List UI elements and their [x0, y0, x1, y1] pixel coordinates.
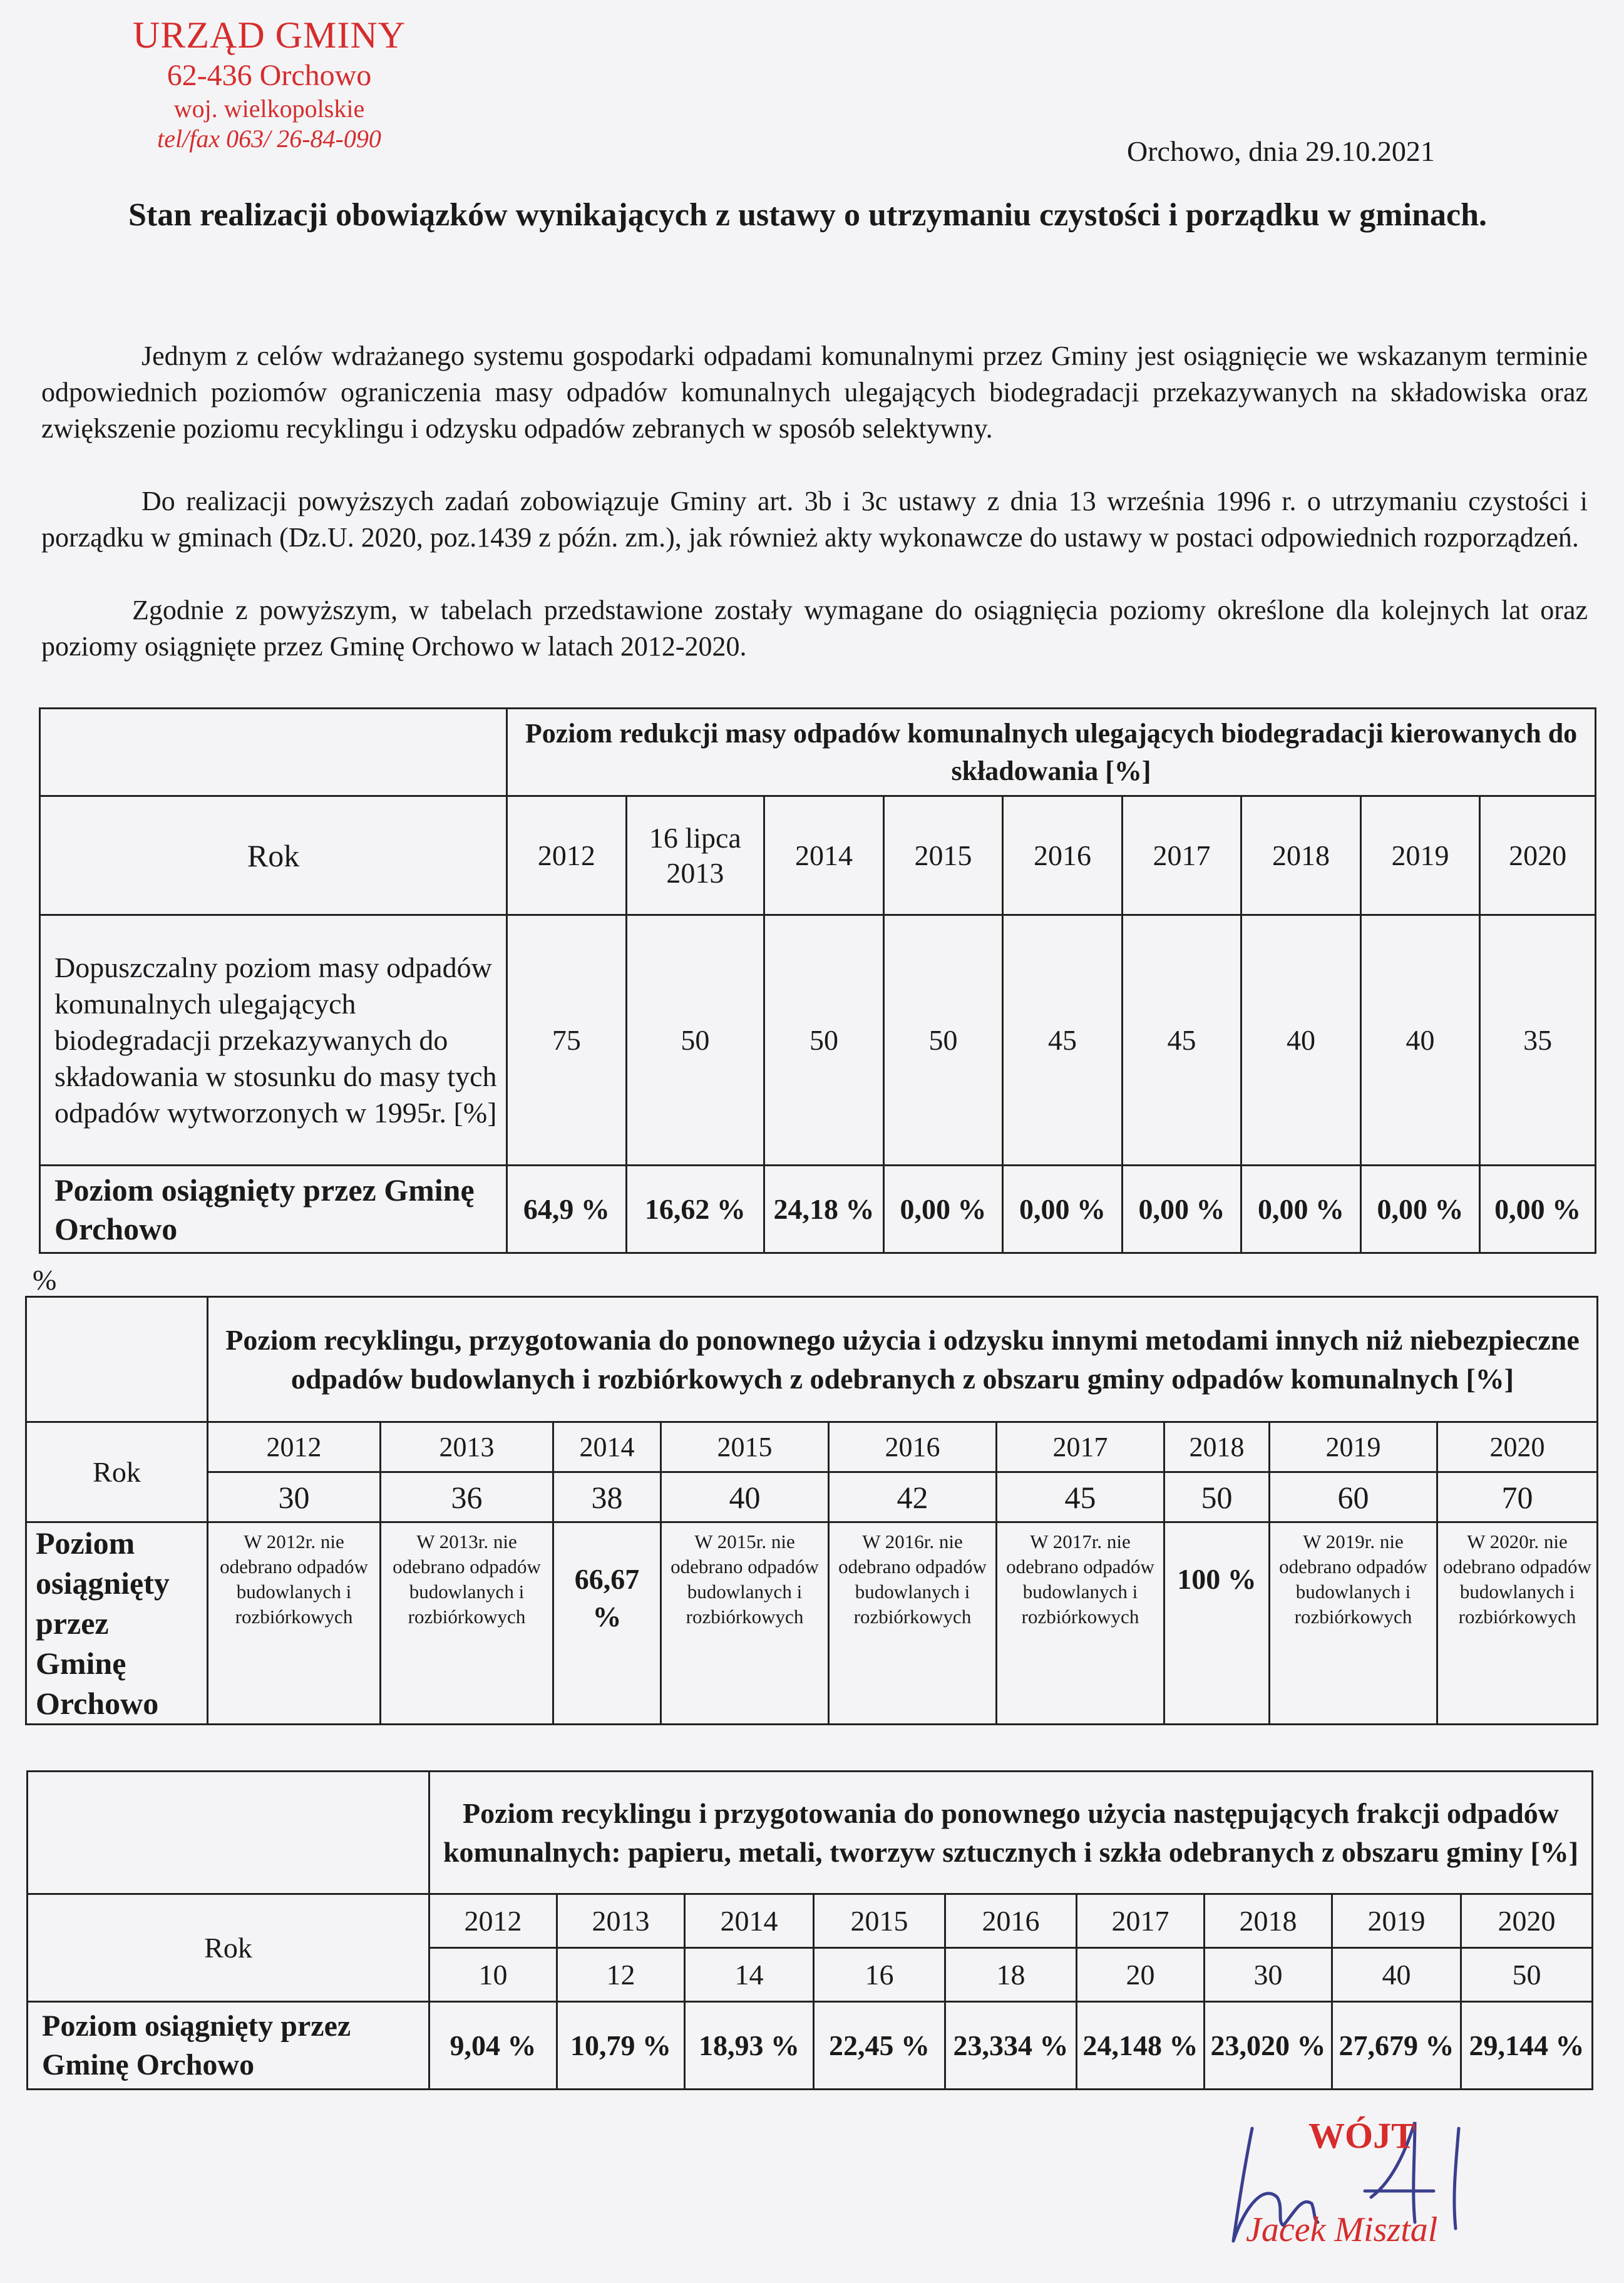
table2-achieved-note: W 2015r. nie odebrano odpadów budowlanych i rozbiórkowych — [661, 1522, 829, 1725]
table1-allowed-value: 75 — [507, 915, 627, 1166]
table3-required-value: 14 — [685, 1948, 814, 2002]
table3-year-cell: 2016 — [945, 1894, 1077, 1948]
table2-required-value: 70 — [1437, 1472, 1598, 1522]
table1-year-cell: 2014 — [764, 796, 884, 915]
table2-required-value: 42 — [829, 1472, 997, 1522]
table1-achieved-value: 0,00 % — [1003, 1166, 1123, 1253]
table1-allowed-label: Dopuszczalny poziom masy odpadów komunalnych ulegających biodegradacji przekazywanych do składowania w stosunku do masy tych odpadów wytworzonych w 1995r. [%] — [40, 915, 507, 1166]
table1-achieved-value: 16,62 % — [626, 1166, 764, 1253]
document-title: Stan realizacji obowiązków wynikających z ustawy o utrzymaniu czystości i porządku w gminach. — [128, 197, 1487, 233]
table2-year-cell: 2015 — [661, 1422, 829, 1472]
table1-year-cell: 2016 — [1003, 796, 1123, 915]
table3-required-value: 16 — [814, 1948, 945, 2002]
table2-year-cell: 2019 — [1270, 1422, 1437, 1472]
table-construction-recycling — [25, 1296, 1598, 1725]
table1-allowed-value: 50 — [883, 915, 1003, 1166]
table-paper-metal-plastic-glass-recycling — [26, 1770, 1593, 2090]
paragraph-2: Do realizacji powyższych zadań zobowiązuje Gminy art. 3b i 3c ustawy z dnia 13 września 1996 r. o utrzymaniu czystości i porządku w gminach (Dz.U. 2020, poz.1439 z późn. zm.), jak również akty wykonawcze do ustawy w postaci odpowiednich rozporządzeń. — [41, 486, 1588, 553]
table1-allowed-value: 50 — [626, 915, 764, 1166]
table3-required-value: 40 — [1332, 1948, 1461, 2002]
table3-year-cell: 2018 — [1205, 1894, 1332, 1948]
table1-rok-label: Rok — [40, 796, 507, 915]
table2-achieved-label: Poziom osiągnięty przez Gminę Orchowo — [26, 1522, 208, 1725]
table3-required-value: 20 — [1077, 1948, 1205, 2002]
table2-achieved-value: 100 % — [1164, 1522, 1270, 1725]
table1-year-cell: 16 lipca 2013 — [626, 796, 764, 915]
table2-achieved-note: W 2016r. nie odebrano odpadów budowlanych i rozbiórkowych — [829, 1522, 997, 1725]
table2-achieved-note: W 2017r. nie odebrano odpadów budowlanych i rozbiórkowych — [997, 1522, 1164, 1725]
table2-year-cell: 2018 — [1164, 1422, 1270, 1472]
table3-year-cell: 2015 — [814, 1894, 945, 1948]
table2-achieved-note: W 2013r. nie odebrano odpadów budowlanych i rozbiórkowych — [381, 1522, 553, 1725]
table3-year-cell: 2019 — [1332, 1894, 1461, 1948]
table3-year-cell: 2017 — [1077, 1894, 1205, 1948]
table2-achieved-note: W 2019r. nie odebrano odpadów budowlanych i rozbiórkowych — [1270, 1522, 1437, 1725]
table2-year-cell: 2020 — [1437, 1422, 1598, 1472]
table1-allowed-value: 35 — [1480, 915, 1596, 1166]
table3-corner-cell — [28, 1772, 429, 1894]
table2-required-value: 60 — [1270, 1472, 1437, 1522]
document-date: Orchowo, dnia 29.10.2021 — [1127, 135, 1435, 167]
table1-allowed-value: 40 — [1360, 915, 1480, 1166]
stamp-phone: tel/fax 063/ 26-84-090 — [157, 125, 381, 153]
table1-achieved-value: 0,00 % — [1480, 1166, 1596, 1253]
stamp-office-name: URZĄD GMINY — [133, 14, 406, 56]
table3-achieved-value: 22,45 % — [814, 2002, 945, 2090]
table3-required-value: 50 — [1461, 1948, 1593, 2002]
table3-achieved-value: 18,93 % — [685, 2002, 814, 2090]
table1-year-cell: 2012 — [507, 796, 627, 915]
table2-year-cell: 2012 — [208, 1422, 381, 1472]
table1-corner-cell — [40, 709, 507, 796]
table1-achieved-label: Poziom osiągnięty przez Gminę Orchowo — [40, 1166, 507, 1253]
table2-required-value: 30 — [208, 1472, 381, 1522]
table1-achieved-value: 0,00 % — [1122, 1166, 1241, 1253]
table2-year-cell: 2017 — [997, 1422, 1164, 1472]
table1-allowed-value: 45 — [1003, 915, 1123, 1166]
signature-title: WÓJT — [1308, 2115, 1416, 2156]
table1-allowed-value: 50 — [764, 915, 884, 1166]
table3-achieved-value: 23,020 % — [1205, 2002, 1332, 2090]
table1-achieved-value: 0,00 % — [883, 1166, 1003, 1253]
table3-required-value: 10 — [429, 1948, 557, 2002]
table3-header: Poziom recyklingu i przygotowania do ponownego użycia następujących frakcji odpadów komunalnych: papieru, metali, tworzyw sztucznych i szkła odebranych z obszaru gminy [%] — [429, 1772, 1593, 1894]
table3-year-cell: 2020 — [1461, 1894, 1593, 1948]
table2-required-value: 36 — [381, 1472, 553, 1522]
table1-achieved-value: 24,18 % — [764, 1166, 884, 1253]
table3-required-value: 30 — [1205, 1948, 1332, 2002]
table1-achieved-value: 0,00 % — [1241, 1166, 1361, 1253]
table1-year-cell: 2015 — [883, 796, 1003, 915]
table2-year-cell: 2014 — [553, 1422, 661, 1472]
stray-percent-mark: % — [33, 1264, 57, 1296]
table1-header: Poziom redukcji masy odpadów komunalnych ulegających biodegradacji kierowanych do składowania [%] — [507, 709, 1596, 796]
paragraph-3: Zgodnie z powyższym, w tabelach przedstawione zostały wymagane do osiągnięcia poziomy określone dla kolejnych lat oraz poziomy osiągnięte przez Gminę Orchowo w latach 2012-2020. — [41, 595, 1588, 662]
table2-year-cell: 2016 — [829, 1422, 997, 1472]
table2-achieved-value: 66,67 % — [553, 1522, 661, 1725]
table2-achieved-note: W 2020r. nie odebrano odpadów budowlanych i rozbiórkowych — [1437, 1522, 1598, 1725]
table2-achieved-note: W 2012r. nie odebrano odpadów budowlanych i rozbiórkowych — [208, 1522, 381, 1725]
table3-achieved-value: 29,144 % — [1461, 2002, 1593, 2090]
table2-required-value: 50 — [1164, 1472, 1270, 1522]
table1-year-cell: 2017 — [1122, 796, 1241, 915]
stamp-address: 62-436 Orchowo — [167, 59, 372, 92]
table1-achieved-value: 0,00 % — [1360, 1166, 1480, 1253]
stamp-region: woj. wielkopolskie — [173, 95, 365, 123]
table1-allowed-value: 40 — [1241, 915, 1361, 1166]
table3-rok-label: Rok — [28, 1894, 429, 2002]
table-biodegradable-reduction — [39, 707, 1596, 1254]
table3-achieved-value: 24,148 % — [1077, 2002, 1205, 2090]
table2-required-value: 45 — [997, 1472, 1164, 1522]
table2-header: Poziom recyklingu, przygotowania do ponownego użycia i odzysku innymi metodami innych niż niebezpieczne odpadów budowlanych i rozbiórkowych z odebranych z obszaru gminy odpadów komunalnych [%] — [208, 1297, 1598, 1422]
table2-required-value: 40 — [661, 1472, 829, 1522]
table1-achieved-value: 64,9 % — [507, 1166, 627, 1253]
table2-year-cell: 2013 — [381, 1422, 553, 1472]
table1-year-cell: 2019 — [1360, 796, 1480, 915]
table3-required-value: 18 — [945, 1948, 1077, 2002]
table2-corner-cell — [26, 1297, 208, 1422]
table3-achieved-value: 23,334 % — [945, 2002, 1077, 2090]
table1-year-cell: 2020 — [1480, 796, 1596, 915]
table3-year-cell: 2012 — [429, 1894, 557, 1948]
table2-rok-label: Rok — [26, 1422, 208, 1522]
table3-year-cell: 2013 — [557, 1894, 685, 1948]
signature-name: Jacek Misztal — [1246, 2210, 1438, 2249]
table3-achieved-value: 10,79 % — [557, 2002, 685, 2090]
table3-required-value: 12 — [557, 1948, 685, 2002]
table2-required-value: 38 — [553, 1472, 661, 1522]
table1-allowed-value: 45 — [1122, 915, 1241, 1166]
table3-achieved-value: 27,679 % — [1332, 2002, 1461, 2090]
table3-achieved-value: 9,04 % — [429, 2002, 557, 2090]
table1-year-cell: 2018 — [1241, 796, 1361, 915]
office-stamp — [94, 13, 445, 154]
table3-achieved-label: Poziom osiągnięty przez Gminę Orchowo — [28, 2002, 429, 2090]
paragraph-1: Jednym z celów wdrażanego systemu gospodarki odpadami komunalnymi przez Gminy jest osiągnięcie we wskazanym terminie odpowiednich poziomów ograniczenia masy odpadów komunalnych ulegających biodegradacji przekazywanych na składowiska oraz zwiększenie poziomu recyklingu i odzysku odpadów zebranych w sposób selektywny. — [41, 341, 1588, 444]
table3-year-cell: 2014 — [685, 1894, 814, 1948]
